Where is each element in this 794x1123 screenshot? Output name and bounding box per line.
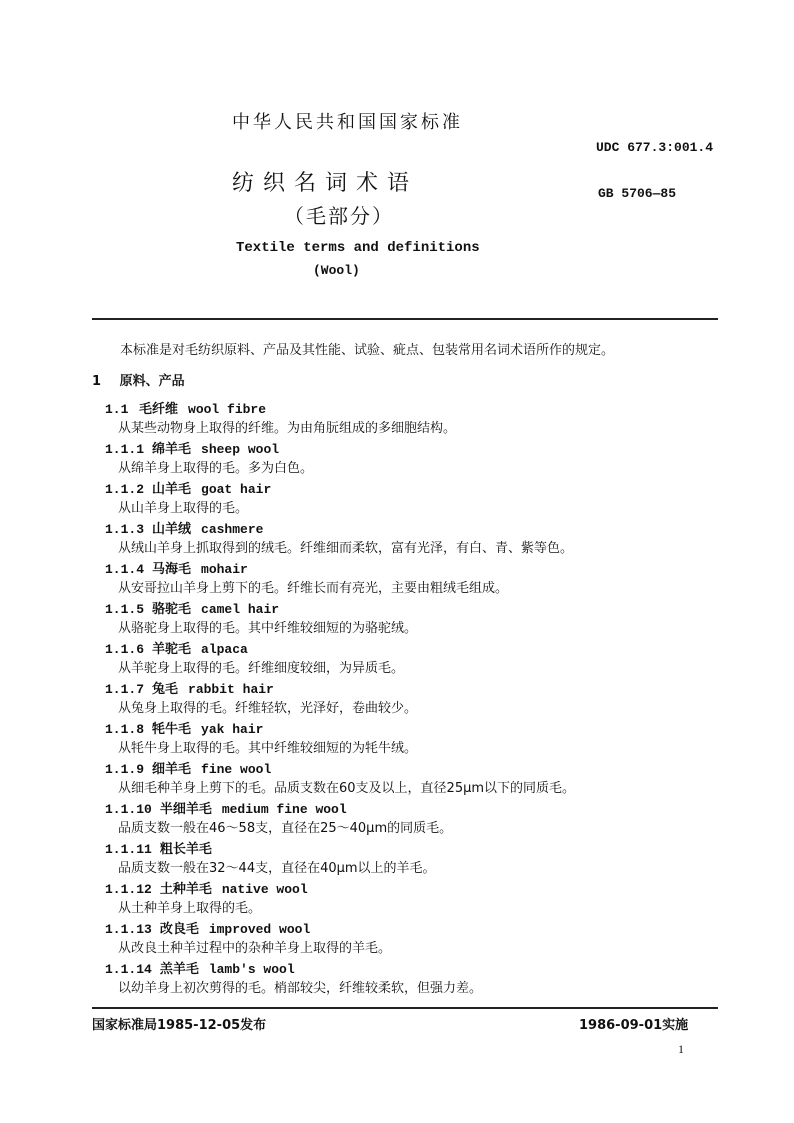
term-definition: 从土种羊身上取得的毛。 <box>118 901 262 916</box>
term-number: 1.1.10 <box>105 802 152 817</box>
term-definition: 从羊驼身上取得的毛。纤维细度较细，为异质毛。 <box>118 661 405 676</box>
term-number: 1.1.9 <box>105 762 145 777</box>
term-heading <box>105 838 212 857</box>
term-cn: 绵羊毛 <box>152 442 192 457</box>
term-cn: 山羊绒 <box>152 522 192 537</box>
term-en: lamb's wool <box>208 962 295 977</box>
term-en: mohair <box>201 562 248 577</box>
term-definition: 从某些动物身上取得的纤维。为由角朊组成的多细胞结构。 <box>118 421 457 436</box>
term-en: camel hair <box>201 602 280 617</box>
term-definition: 从绒山羊身上抓取得到的绒毛。纤维细而柔软，富有光泽，有白、青、紫等色。 <box>118 541 574 556</box>
term-number: 1.1.5 <box>105 602 145 617</box>
term-number: 1.1.8 <box>105 722 145 737</box>
section-number: 1 <box>92 374 102 389</box>
gb-code: GB 5706—85 <box>598 186 677 201</box>
term-cn: 牦牛毛 <box>152 722 192 737</box>
term-number: 1.1.14 <box>105 962 152 977</box>
term-cn: 粗长羊毛 <box>159 842 212 857</box>
term-heading <box>105 558 248 577</box>
term-en: yak hair <box>201 722 264 737</box>
page-subtitle-en: (Wool) <box>313 263 360 278</box>
section-heading <box>92 370 185 389</box>
term-en: wool fibre <box>188 402 267 417</box>
term-cn: 羔羊毛 <box>159 962 199 977</box>
term-en: rabbit hair <box>188 682 274 697</box>
term-heading <box>105 438 279 457</box>
term-number: 1.1.3 <box>105 522 145 537</box>
term-cn: 改良毛 <box>159 922 199 937</box>
term-definition: 从细毛种羊身上剪下的毛。品质支数在60支及以上，直径25μm以下的同质毛。 <box>118 781 576 796</box>
term-definition: 品质支数一般在46～58支，直径在25～40μm的同质毛。 <box>118 821 453 836</box>
term-heading <box>105 478 271 497</box>
term-number: 1.1 <box>105 402 129 417</box>
term-number: 1.1.13 <box>105 922 152 937</box>
term-definition: 以幼羊身上初次剪得的毛。梢部较尖，纤维较柔软，但强力差。 <box>118 981 483 996</box>
term-cn: 骆驼毛 <box>152 602 192 617</box>
page-title-en: Textile terms and definitions <box>236 240 480 256</box>
term-en: alpaca <box>201 642 248 657</box>
term-number: 1.1.7 <box>105 682 145 697</box>
term-cn: 土种羊毛 <box>159 882 212 897</box>
term-heading <box>105 878 308 897</box>
issued-date: 国家标准局1985-12-05发布 <box>92 1018 267 1033</box>
term-number: 1.1.1 <box>105 442 145 457</box>
term-definition: 从绵羊身上取得的毛。多为白色。 <box>118 461 314 476</box>
term-number: 1.1.11 <box>105 842 152 857</box>
term-definition: 从山羊身上取得的毛。 <box>118 501 249 516</box>
header-divider <box>92 318 718 320</box>
term-heading <box>105 798 347 817</box>
term-heading <box>105 758 271 777</box>
term-en: improved wool <box>208 922 311 937</box>
effective-date: 1986-09-01实施 <box>579 1018 689 1033</box>
term-cn: 山羊毛 <box>152 482 192 497</box>
term-heading <box>105 638 248 657</box>
term-cn: 羊驼毛 <box>152 642 192 657</box>
term-heading <box>105 598 279 617</box>
section-title: 原料、产品 <box>119 374 185 389</box>
term-en: native wool <box>221 882 308 897</box>
term-en: medium fine wool <box>221 802 347 817</box>
term-definition: 从安哥拉山羊身上剪下的毛。纤维长而有亮光，主要由粗绒毛组成。 <box>118 581 509 596</box>
term-number: 1.1.2 <box>105 482 145 497</box>
page-subtitle-cn: （毛部分） <box>284 204 394 228</box>
term-heading <box>105 718 263 737</box>
term-cn: 马海毛 <box>152 562 192 577</box>
udc-code: UDC 677.3:001.4 <box>596 140 714 155</box>
term-definition: 从改良土种羊过程中的杂种羊身上取得的羊毛。 <box>118 941 392 956</box>
term-heading <box>105 518 263 537</box>
term-definition: 从兔身上取得的毛。纤维轻软，光泽好，卷曲较少。 <box>118 701 418 716</box>
term-heading <box>105 678 274 697</box>
page-title-cn: 纺织名词术语 <box>232 171 419 196</box>
intro-paragraph: 本标准是对毛纺织原料、产品及其性能、试验、疵点、包装常用名词术语所作的规定。 <box>120 343 615 358</box>
footer-divider <box>92 1007 718 1009</box>
term-en: fine wool <box>201 762 272 777</box>
term-cn: 细羊毛 <box>152 762 192 777</box>
term-number: 1.1.12 <box>105 882 152 897</box>
term-cn: 兔毛 <box>152 682 179 697</box>
page-number: 1 <box>678 1042 684 1056</box>
term-en: goat hair <box>201 482 272 497</box>
term-heading <box>105 918 310 937</box>
term-en: sheep wool <box>201 442 280 457</box>
term-heading <box>105 398 266 417</box>
term-definition: 从骆驼身上取得的毛。其中纤维较细短的为骆驼绒。 <box>118 621 418 636</box>
term-number: 1.1.4 <box>105 562 145 577</box>
term-en: cashmere <box>201 522 264 537</box>
term-cn: 毛纤维 <box>139 402 179 417</box>
term-definition: 品质支数一般在32～44支，直径在40μm以上的羊毛。 <box>118 861 436 876</box>
standard-org: 中华人民共和国国家标准 <box>232 112 463 133</box>
term-definition: 从牦牛身上取得的毛。其中纤维较细短的为牦牛绒。 <box>118 741 418 756</box>
term-heading <box>105 958 295 977</box>
term-number: 1.1.6 <box>105 642 145 657</box>
term-cn: 半细羊毛 <box>159 802 212 817</box>
